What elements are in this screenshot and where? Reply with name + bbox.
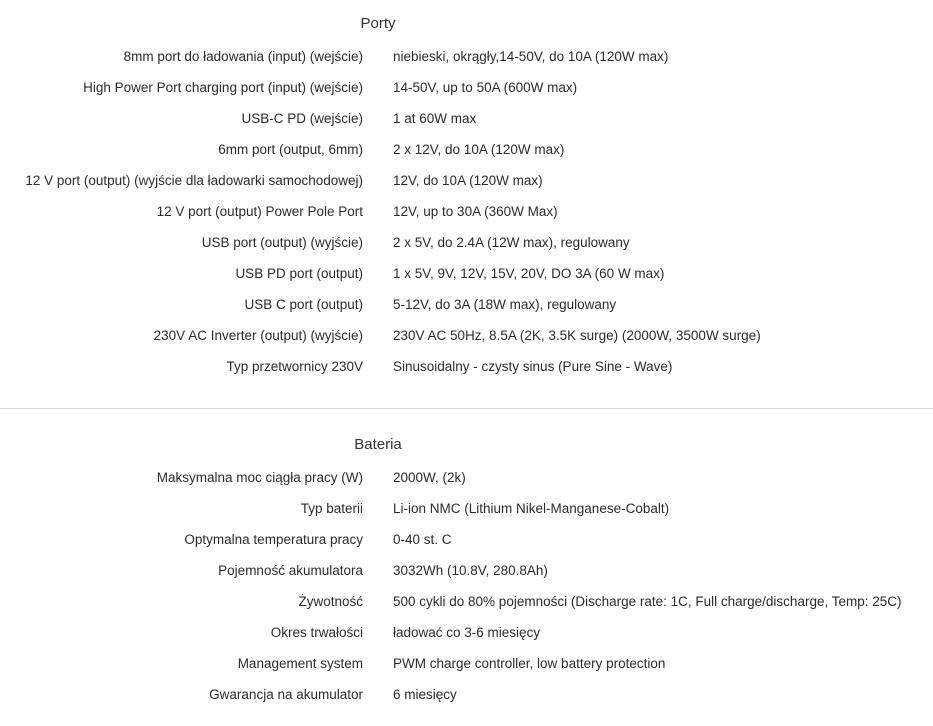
spec-value: 2 x 12V, do 10A (120W max) bbox=[393, 142, 565, 157]
spec-label: USB port (output) (wyjście) bbox=[201, 235, 363, 250]
spec-row bbox=[0, 103, 933, 134]
spec-row bbox=[0, 196, 933, 227]
battery-section-title: Bateria bbox=[354, 436, 402, 453]
spec-label: Okres trwałości bbox=[270, 625, 363, 640]
spec-row bbox=[0, 524, 933, 555]
spec-value: 6 miesięcy bbox=[393, 687, 457, 702]
spec-label: USB PD port (output) bbox=[235, 266, 363, 281]
spec-label: Maksymalna moc ciągła pracy (W) bbox=[156, 470, 363, 485]
spec-value: 2 x 5V, do 2.4A (12W max), regulowany bbox=[393, 235, 630, 250]
spec-value: 14-50V, up to 50A (600W max) bbox=[393, 80, 578, 95]
spec-value: 1 at 60W max bbox=[393, 111, 477, 126]
spec-row bbox=[0, 462, 933, 493]
spec-value: 230V AC 50Hz, 8.5A (2K, 3.5K surge) (2000W, 3500W surge) bbox=[393, 328, 761, 343]
spec-label: 230V AC Inverter (output) (wyjście) bbox=[153, 328, 363, 343]
spec-label: USB C port (output) bbox=[244, 297, 363, 312]
spec-row bbox=[0, 586, 933, 617]
spec-value: ładować co 3-6 miesięcy bbox=[393, 625, 541, 640]
spec-row bbox=[0, 555, 933, 586]
spec-row bbox=[0, 258, 933, 289]
section-divider bbox=[0, 408, 933, 409]
spec-value: 12V, up to 30A (360W Max) bbox=[393, 204, 558, 219]
spec-row bbox=[0, 289, 933, 320]
spec-label: Żywotność bbox=[298, 594, 363, 609]
spec-row bbox=[0, 679, 933, 710]
spec-value: niebieski, okrągły,14-50V, do 10A (120W max) bbox=[393, 49, 669, 64]
spec-label: Gwarancja na akumulator bbox=[209, 687, 363, 702]
spec-value: 0-40 st. C bbox=[393, 532, 452, 547]
spec-label: 12 V port (output) Power Pole Port bbox=[156, 204, 363, 219]
spec-value: 5-12V, do 3A (18W max), regulowany bbox=[393, 297, 617, 312]
spec-label: 6mm port (output, 6mm) bbox=[218, 142, 363, 157]
spec-label: High Power Port charging port (input) (wejście) bbox=[83, 80, 363, 95]
spec-label: 8mm port do ładowania (input) (wejście) bbox=[123, 49, 363, 64]
spec-label: Typ baterii bbox=[300, 501, 363, 516]
spec-label: Pojemność akumulatora bbox=[218, 563, 363, 578]
spec-value: 1 x 5V, 9V, 12V, 15V, 20V, DO 3A (60 W max) bbox=[393, 266, 665, 281]
spec-row bbox=[0, 165, 933, 196]
spec-row bbox=[0, 41, 933, 72]
spec-label: 12 V port (output) (wyjście dla ładowarki samochodowej) bbox=[25, 173, 363, 188]
spec-row bbox=[0, 72, 933, 103]
spec-value: 3032Wh (10.8V, 280.8Ah) bbox=[393, 563, 548, 578]
spec-value: Li-ion NMC (Lithium Nikel-Manganese-Cobalt) bbox=[393, 501, 670, 516]
spec-row bbox=[0, 134, 933, 165]
spec-value: 2000W, (2k) bbox=[393, 470, 466, 485]
spec-row bbox=[0, 648, 933, 679]
spec-label: Management system bbox=[237, 656, 363, 671]
spec-row bbox=[0, 493, 933, 524]
ports-section-title: Porty bbox=[360, 15, 396, 32]
spec-label: Optymalna temperatura pracy bbox=[184, 532, 363, 547]
spec-label: Typ przetwornicy 230V bbox=[226, 359, 363, 374]
spec-row bbox=[0, 617, 933, 648]
spec-label: USB-C PD (wejście) bbox=[241, 111, 363, 126]
spec-value: 12V, do 10A (120W max) bbox=[393, 173, 543, 188]
spec-row bbox=[0, 320, 933, 351]
spec-row bbox=[0, 351, 933, 382]
spec-value: 500 cykli do 80% pojemności (Discharge rate: 1C, Full charge/discharge, Temp: 25C) bbox=[393, 594, 902, 609]
spec-value: Sinusoidalny - czysty sinus (Pure Sine - Wave) bbox=[393, 359, 673, 374]
spec-row bbox=[0, 227, 933, 258]
spec-value: PWM charge controller, low battery protection bbox=[393, 656, 666, 671]
